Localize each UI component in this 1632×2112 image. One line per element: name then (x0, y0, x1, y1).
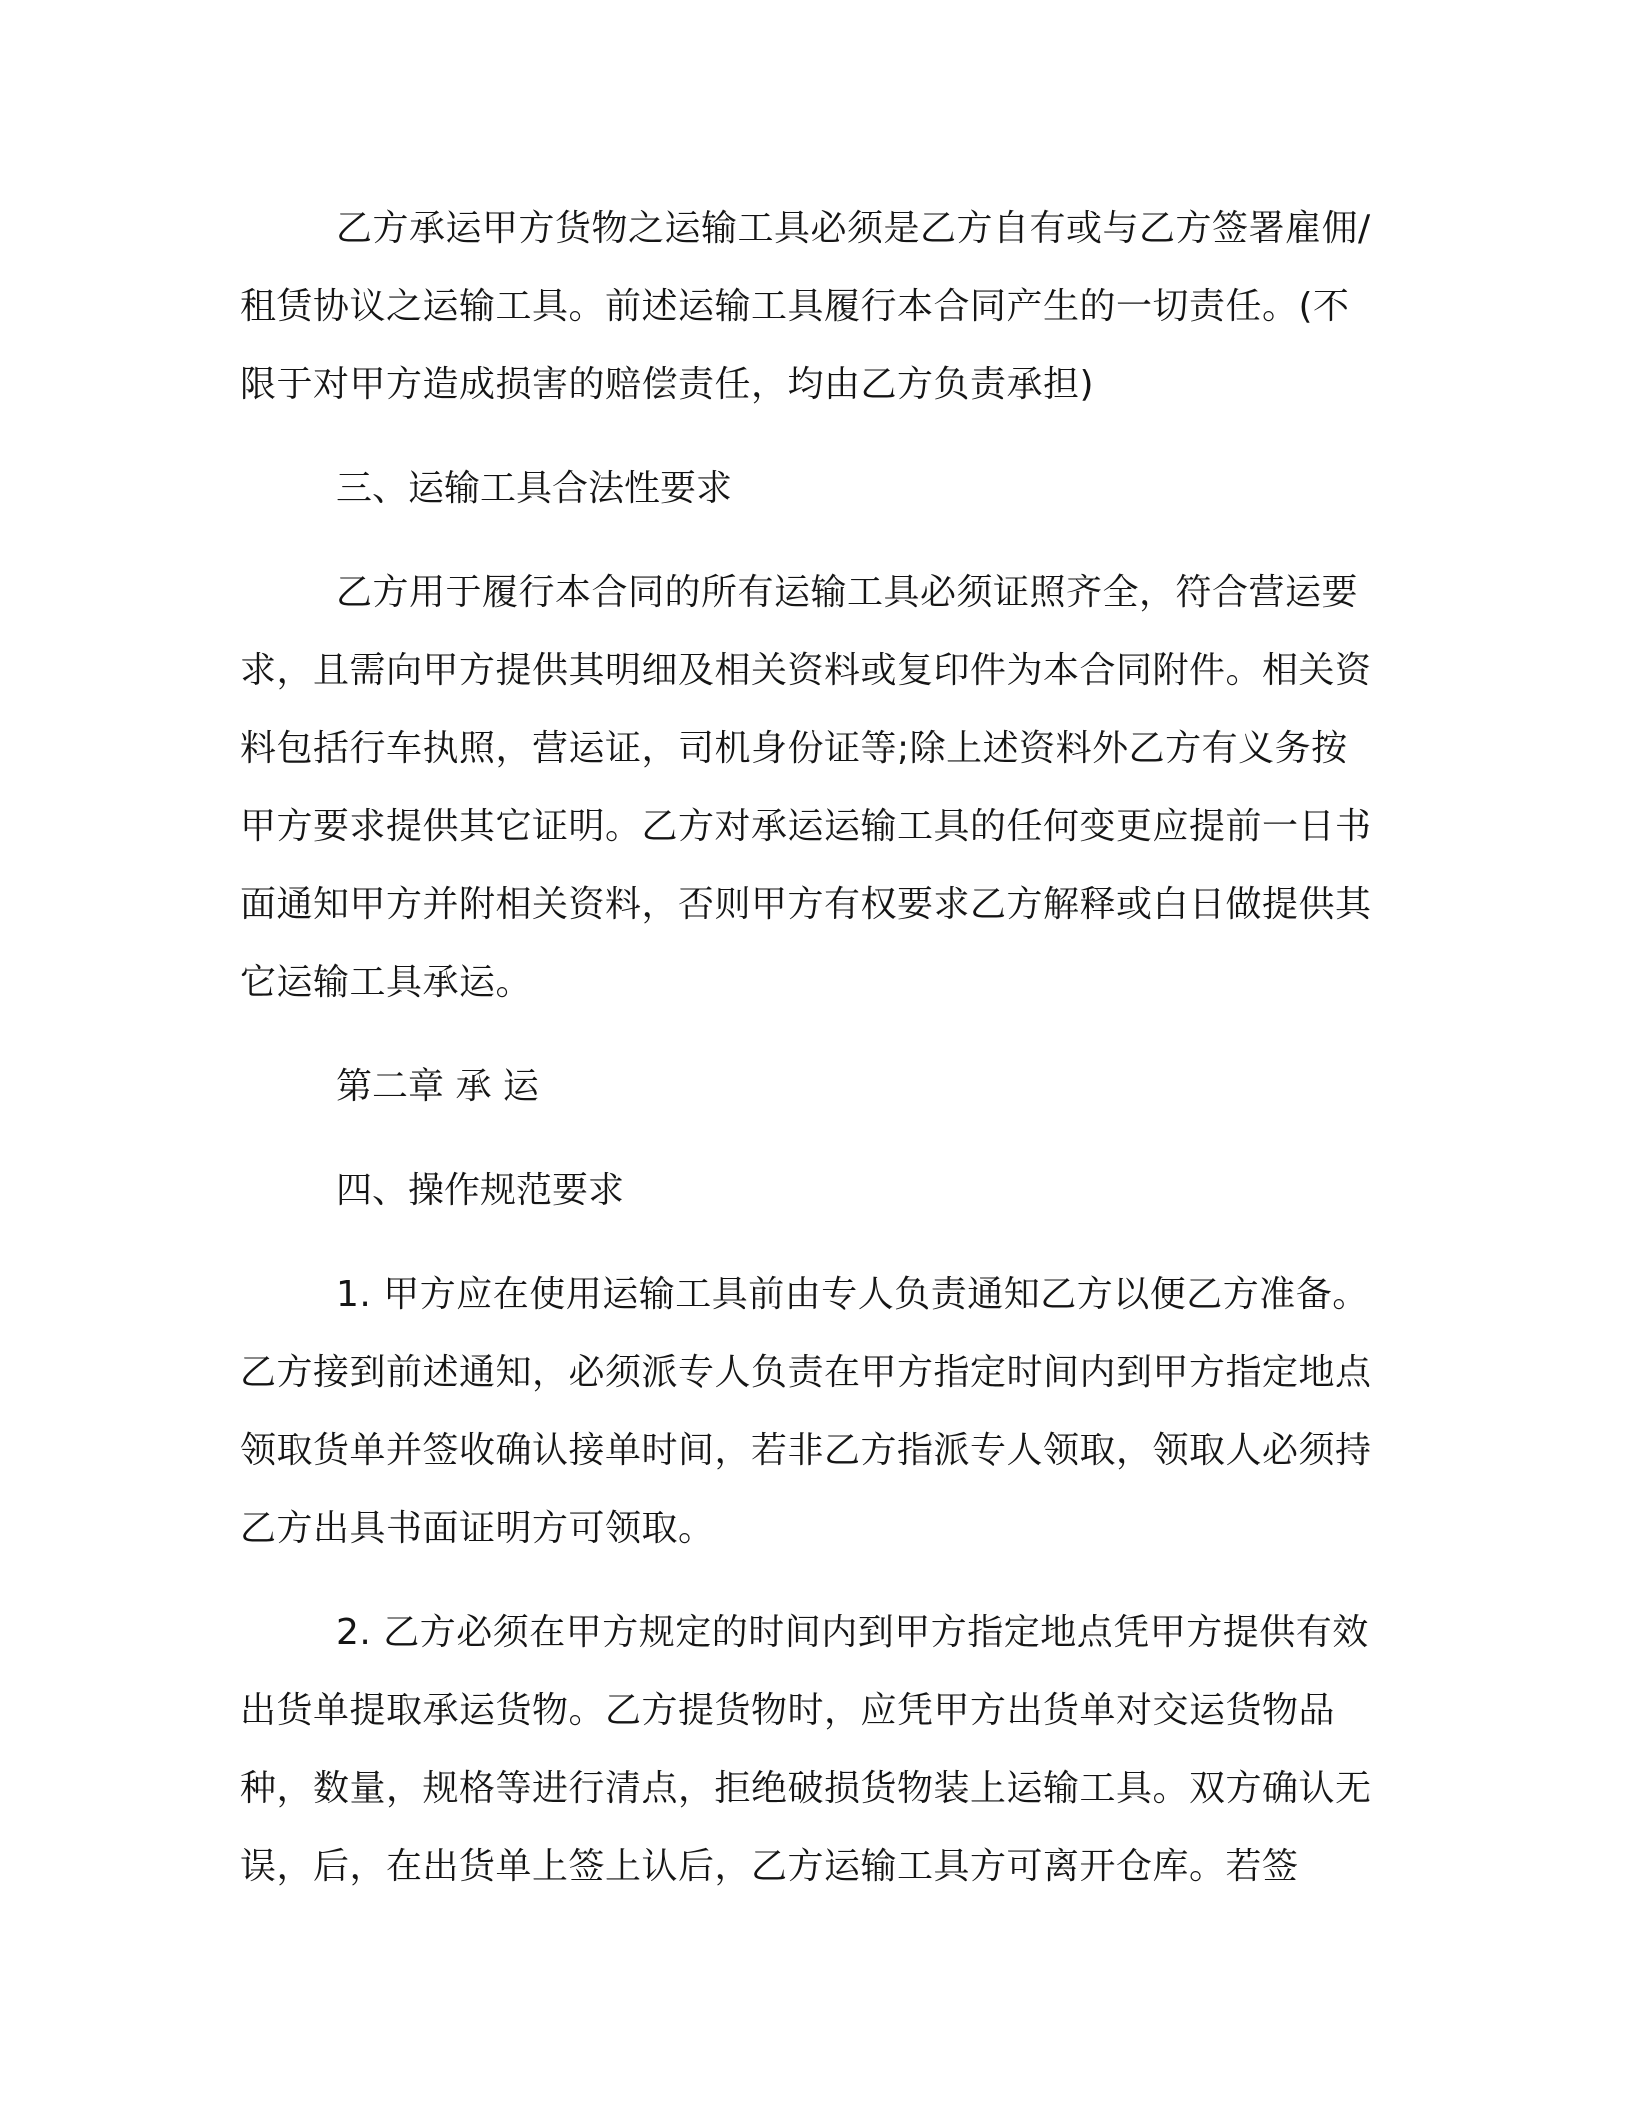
paragraph-gap (240, 528, 1380, 554)
paragraph-gap (240, 1568, 1380, 1594)
paragraph-gap (240, 1126, 1380, 1152)
chapter-heading-carriage: 第二章 承 运 (336, 1066, 539, 1107)
paragraph-item-1-notification: 1. 甲方应在使用运输工具前由专人负责通知乙方以便乙方准备。乙方接到前述通知，必须派专人负责在甲方指定时间内到甲方指定地点领取货单并签收确认接单时间，若非乙方指派专人领取，领取人必须持乙方出具书面证明方可领取。 (240, 1274, 1372, 1549)
paragraph-vehicle-documents: 乙方用于履行本合同的所有运输工具必须证照齐全，符合营运要求，且需向甲方提供其明细及相关资料或复印件为本合同附件。相关资料包括行车执照，营运证，司机身份证等;除上述资料外乙方有义务按甲方要求提供其它证明。乙方对承运运输工具的任何变更应提前一日书面通知甲方并附相关资料，否则甲方有权要求乙方解释或白日做提供其它运输工具承运。 (240, 572, 1372, 1003)
paragraph-gap (240, 1230, 1380, 1256)
paragraph-vehicle-ownership: 乙方承运甲方货物之运输工具必须是乙方自有或与乙方签署雇佣/租赁协议之运输工具。前述运输工具履行本合同产生的一切责任。(不限于对甲方造成损害的赔偿责任，均由乙方负责承担) (240, 208, 1371, 405)
section-heading-operation-standards: 四、操作规范要求 (336, 1170, 625, 1211)
paragraph-gap (240, 1022, 1380, 1048)
document-body (240, 190, 1380, 1906)
paragraph-item-2-pickup: 2. 乙方必须在甲方规定的时间内到甲方指定地点凭甲方提供有效出货单提取承运货物。乙方提货物时，应凭甲方出货单对交运货物品种，数量，规格等进行清点，拒绝破损货物装上运输工具。双方确认无误，后，在出货单上签上认后，乙方运输工具方可离开仓库。若签 (240, 1612, 1372, 1887)
paragraph-gap (240, 424, 1380, 450)
section-heading-vehicle-legality: 三、运输工具合法性要求 (336, 468, 733, 509)
